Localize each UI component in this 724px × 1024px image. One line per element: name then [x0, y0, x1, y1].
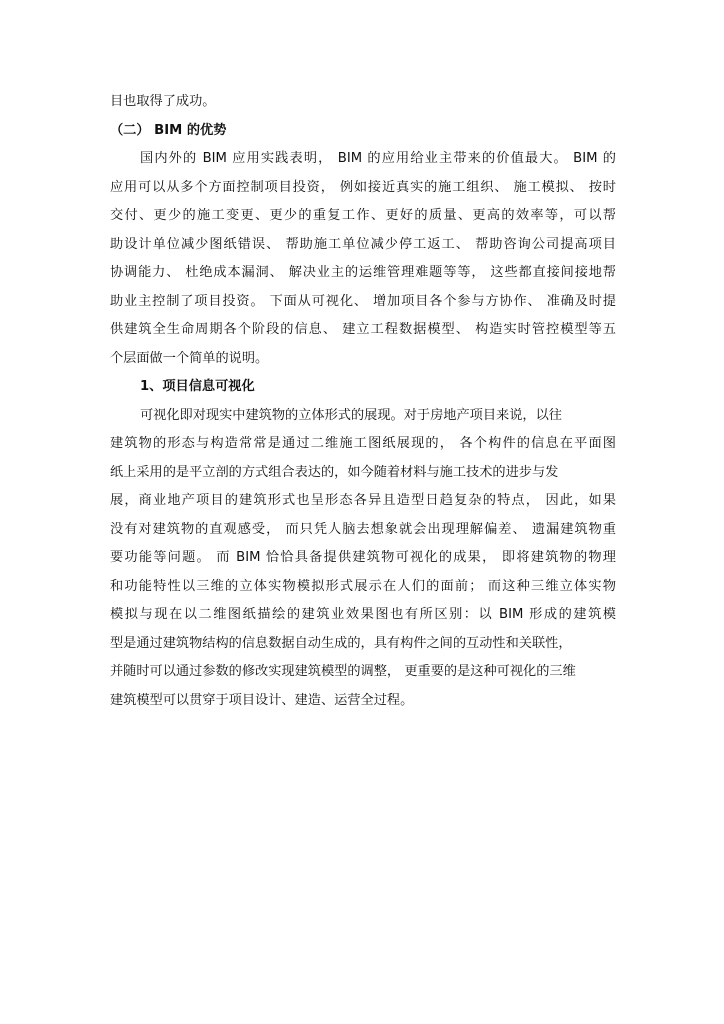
section-heading-bim-advantages: （二） BIM 的优势 [110, 123, 227, 138]
text-line-5: 交付、更少的施工变更、更少的重复工作、更好的质量、更高的效率等，可以帮 [110, 208, 616, 223]
text-line-16: 没有对建筑物的直观感受， 而只凭人脑去想象就会出现理解偏差、 遗漏建筑物重 [110, 522, 616, 537]
text-line-10: 个层面做一个简单的说明。 [110, 351, 269, 366]
text-line-14: 纸上采用的是平立剖的方式组合表达的，如今随着材料与施工技术的进步与发 [110, 465, 559, 480]
text-line-22: 建筑模型可以贯穿于项目设计、建造、运营全过程。 [110, 693, 414, 708]
text-line-1: 目也取得了成功。 [110, 94, 216, 109]
text-line-7: 协调能力、 杜绝成本漏洞、 解决业主的运维管理难题等等， 这些都直接间接地帮 [110, 265, 616, 280]
text-line-8: 助业主控制了项目投资。 下面从可视化、 增加项目各个参与方协作、 准确及时提 [110, 294, 616, 309]
text-line-12: 可视化即对现实中建筑物的立体形式的展现。对于房地产项目来说，以往 [140, 408, 562, 423]
text-line-17: 要功能等问题。 而 BIM 恰恰具备提供建筑物可视化的成果， 即将建筑物的物理 [110, 550, 616, 565]
text-line-4: 应用可以从多个方面控制项目投资， 例如接近真实的施工组织、 施工模拟、 按时 [110, 180, 616, 195]
text-line-19: 模拟与现在以二维图纸描绘的建筑业效果图也有所区别：以 BIM 形成的建筑模 [110, 607, 616, 622]
text-line-21: 并随时可以通过参数的修改实现建筑模型的调整， 更重要的是这种可视化的三维 [110, 664, 576, 679]
text-line-15: 展，商业地产项目的建筑形式也呈形态各异且造型日趋复杂的特点， 因此，如果 [110, 493, 616, 508]
text-line-6: 助设计单位减少图纸错误、 帮助施工单位减少停工返工、 帮助咨询公司提高项目 [110, 237, 616, 252]
text-line-20: 型是通过建筑物结构的信息数据自动生成的，具有构件之间的互动性和关联性， [110, 636, 572, 651]
text-line-9: 供建筑全生命周期各个阶段的信息、 建立工程数据模型、 构造实时管控模型等五 [110, 322, 616, 337]
text-line-13: 建筑物的形态与构造常常是通过二维施工图纸展现的， 各个构件的信息在平面图 [110, 436, 616, 451]
section-heading-visualization: 1、项目信息可视化 [140, 379, 255, 394]
text-line-18: 和功能特性以三维的立体实物模拟形式展示在人们的面前； 而这种三维立体实物 [110, 579, 616, 594]
text-line-3: 国内外的 BIM 应用实践表明， BIM 的应用给业主带来的价值最大。 BIM 的 [140, 151, 616, 166]
